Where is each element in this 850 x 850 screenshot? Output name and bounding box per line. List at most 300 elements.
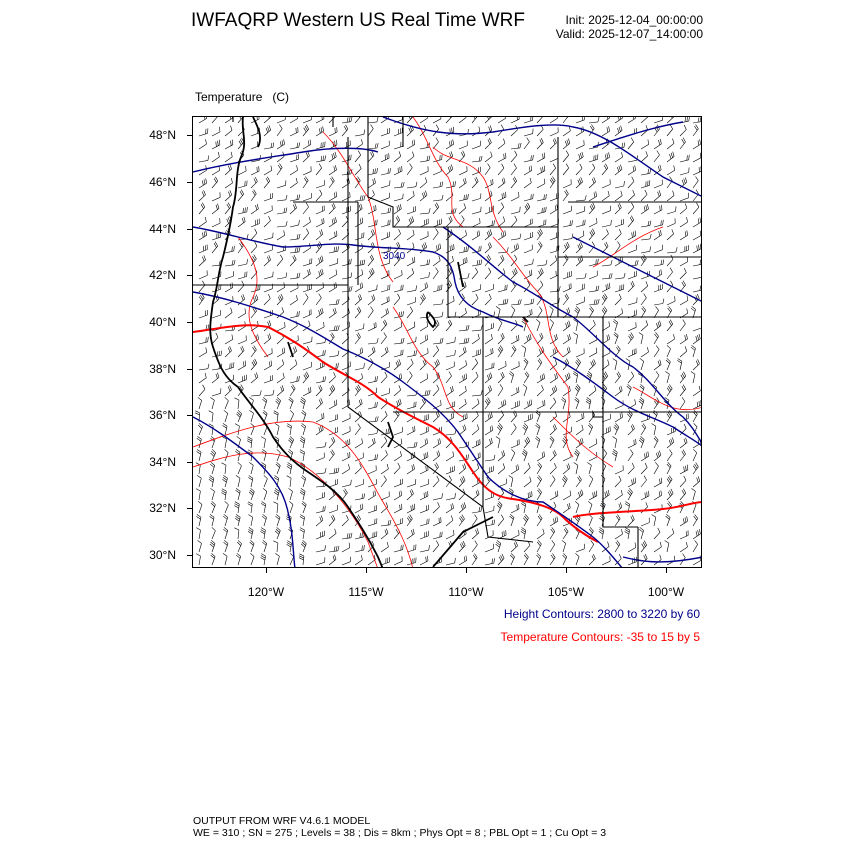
wind-barb	[472, 223, 480, 227]
wind-barb	[342, 548, 350, 552]
wind-barb	[641, 173, 650, 175]
wind-barb-flag	[578, 180, 580, 185]
wind-barb-flag	[550, 319, 554, 323]
wind-barb-flag	[425, 242, 427, 247]
wind-barb	[563, 239, 572, 240]
wind-barb-flag	[686, 438, 688, 443]
wind-barb	[316, 418, 324, 422]
wind-barb	[680, 142, 686, 149]
wind-barb	[212, 337, 218, 344]
wind-barb-flag	[689, 117, 690, 121]
wind-barb-flag	[336, 140, 337, 145]
wind-barb-flag	[574, 463, 578, 466]
wind-barb-flag	[375, 417, 376, 422]
wind-barb-flag	[319, 427, 320, 432]
wind-barb	[472, 354, 481, 357]
wind-barb-flag	[593, 554, 595, 559]
wind-barb	[524, 171, 532, 176]
wind-barb-flag	[598, 299, 599, 304]
wind-barb	[563, 468, 570, 474]
wind-barb	[680, 351, 687, 357]
wind-barb-flag	[700, 139, 701, 144]
wind-barb-flag	[465, 386, 466, 391]
wind-barb	[264, 170, 272, 175]
wind-barb-flag	[670, 125, 673, 129]
wind-barb-flag	[206, 178, 207, 183]
wind-barb-flag	[491, 180, 492, 185]
wind-barb-flag	[289, 501, 293, 504]
wind-barb-flag	[631, 283, 633, 288]
wind-barb	[381, 455, 388, 461]
wind-barb-flag	[491, 334, 492, 339]
wind-barb-flag	[336, 326, 337, 331]
wind-barb-flag	[260, 390, 261, 395]
wind-barb-flag	[208, 337, 209, 342]
wind-barb-flag	[566, 243, 568, 248]
wind-barb-flag	[235, 398, 240, 400]
wind-barb-flag	[358, 296, 360, 301]
wind-barb	[485, 168, 490, 175]
wind-barb	[550, 468, 556, 474]
wind-barb-flag	[541, 168, 542, 173]
wind-barb-flag	[650, 234, 651, 239]
wind-barb-flag	[334, 401, 335, 406]
wind-barb	[563, 417, 570, 422]
wind-barb-flag	[414, 257, 415, 262]
wind-barb-flag	[232, 117, 233, 118]
wind-barb-flag	[611, 260, 612, 265]
wind-barb-flag	[197, 514, 201, 517]
wind-barb	[290, 288, 298, 292]
wind-barb	[381, 275, 389, 279]
wind-barb-flag	[697, 478, 699, 483]
wind-barb-flag	[333, 556, 335, 561]
wind-barb-flag	[479, 507, 480, 512]
wind-barb-flag	[300, 450, 304, 453]
wind-barb	[342, 562, 350, 565]
wind-barb-flag	[386, 309, 387, 314]
wind-barb-flag	[332, 205, 334, 210]
wind-barb	[381, 263, 390, 266]
wind-barb	[212, 170, 220, 175]
wind-barb-flag	[348, 453, 349, 458]
wind-barb-flag	[255, 374, 257, 379]
wind-barb-flag	[275, 423, 279, 426]
wind-barb-flag	[567, 348, 568, 353]
wind-barb-flag	[224, 410, 228, 413]
wind-barb	[576, 131, 584, 136]
wind-barb-flag	[674, 556, 675, 561]
wind-barb-flag	[684, 424, 686, 429]
wind-barb	[355, 209, 362, 214]
wind-barb-flag	[674, 334, 675, 339]
wind-barb-flag	[552, 540, 555, 544]
wind-barb-flag	[590, 232, 592, 236]
wind-barb-flag	[324, 218, 325, 223]
wind-barb	[303, 392, 311, 396]
wind-barb	[368, 129, 373, 136]
wind-barb	[238, 530, 239, 539]
wind-barb	[524, 545, 530, 552]
wind-barb	[329, 275, 337, 280]
wind-barb	[563, 352, 570, 357]
wind-barb-flag	[658, 166, 659, 171]
wind-barb	[433, 290, 442, 293]
wind-barb-flag	[568, 464, 570, 469]
wind-barb-flag	[455, 312, 456, 317]
wind-barb-flag	[439, 256, 440, 261]
wind-barb-flag	[618, 242, 621, 246]
wind-barb	[589, 196, 597, 201]
wind-barb-flag	[216, 205, 218, 210]
wind-barb-flag	[390, 220, 391, 225]
wind-barb-flag	[321, 127, 322, 132]
wind-barb-flag	[501, 125, 504, 129]
wind-barb	[316, 390, 322, 397]
wind-barb-flag	[475, 178, 477, 183]
wind-barb	[199, 378, 206, 383]
wind-barb	[524, 250, 532, 253]
wind-barb	[563, 557, 567, 565]
wind-barb	[446, 508, 454, 513]
wind-barb-flag	[516, 244, 517, 249]
wind-barb	[199, 369, 208, 370]
wind-barb	[264, 299, 270, 305]
wind-barb-flag	[398, 294, 400, 298]
wind-barb-flag	[231, 178, 232, 183]
wind-barb	[303, 145, 311, 150]
wind-barb-flag	[553, 452, 555, 457]
wind-barb-flag	[373, 492, 374, 497]
wind-barb-flag	[490, 229, 492, 234]
wind-barb-flag	[518, 243, 519, 248]
wind-barb-flag	[319, 164, 322, 168]
wind-barb-flag	[248, 437, 253, 439]
wind-barb-flag	[481, 507, 482, 512]
wind-barb	[316, 550, 325, 552]
wind-barb-flag	[235, 424, 239, 427]
wind-barb-flag	[540, 376, 541, 381]
wind-barb	[225, 351, 232, 357]
wind-barb	[433, 389, 439, 396]
wind-barb	[381, 480, 387, 487]
wind-barb-flag	[590, 475, 593, 479]
wind-barb-flag	[682, 180, 684, 185]
wind-barb-flag	[494, 311, 495, 316]
wind-barb	[615, 361, 617, 370]
wind-barb	[290, 278, 299, 279]
wind-barb-flag	[658, 322, 660, 327]
wind-barb	[680, 324, 685, 331]
wind-barb-flag	[632, 281, 634, 286]
wind-barb	[329, 132, 337, 136]
wind-barb-flag	[695, 540, 698, 544]
wind-barb-flag	[244, 217, 245, 222]
wind-barb-flag	[699, 386, 700, 391]
wind-barb-flag	[640, 358, 644, 361]
wind-barb-flag	[349, 259, 350, 264]
wind-barb-flag	[501, 256, 503, 260]
wind-barb-flag	[592, 179, 594, 184]
wind-barb	[524, 388, 527, 397]
wind-barb	[394, 561, 402, 565]
wind-barb-flag	[554, 398, 556, 402]
wind-barb-flag	[553, 164, 556, 168]
wind-barb	[212, 181, 218, 188]
wind-barb-flag	[506, 192, 507, 197]
wind-barb	[316, 458, 324, 461]
wind-barb-flag	[322, 117, 323, 120]
wind-barb	[563, 247, 569, 253]
wind-barb-flag	[375, 455, 376, 460]
wind-barb-flag	[195, 411, 200, 413]
wind-barb	[303, 156, 310, 162]
wind-barb-flag	[429, 208, 430, 213]
wind-barb-flag	[401, 373, 402, 378]
wind-barb	[459, 519, 465, 526]
wind-barb-flag	[218, 152, 219, 157]
wind-barb	[225, 288, 233, 293]
lat-label-36: 36°N	[149, 408, 176, 422]
wind-barb-flag	[362, 438, 363, 443]
wind-barb-flag	[552, 476, 555, 480]
wind-barb-flag	[245, 361, 246, 366]
wind-barb-flag	[514, 543, 516, 548]
wind-barb	[563, 131, 570, 136]
wind-barb-flag	[435, 464, 438, 468]
wind-barb	[329, 181, 334, 188]
wind-barb-flag	[210, 397, 214, 400]
wind-barb-flag	[279, 164, 282, 168]
wind-barb-flag	[373, 190, 375, 195]
wind-barb	[524, 468, 530, 475]
wind-barb	[290, 260, 296, 267]
wind-barb-flag	[297, 311, 298, 316]
wind-barb-flag	[338, 299, 339, 304]
wind-barb-flag	[632, 515, 634, 520]
wind-barb-flag	[230, 284, 231, 289]
wind-barb-flag	[520, 234, 521, 239]
wind-barb	[498, 366, 506, 370]
wind-barb-flag	[546, 260, 547, 265]
wind-barb-flag	[396, 362, 398, 367]
wind-barb	[290, 440, 294, 448]
wind-barb-flag	[436, 541, 439, 545]
wind-barb	[212, 197, 220, 201]
wind-barb-flag	[491, 349, 492, 354]
wind-barb-flag	[232, 335, 233, 340]
wind-barb	[303, 171, 311, 175]
wind-barb	[628, 195, 635, 201]
wind-barb	[511, 304, 520, 305]
wind-barb-flag	[464, 375, 465, 380]
wind-barb-flag	[682, 373, 684, 377]
lon-tick	[466, 568, 467, 573]
wind-barb-flag	[375, 220, 376, 225]
wind-barb	[368, 421, 377, 422]
wind-barb	[316, 536, 324, 539]
wind-barb	[303, 198, 312, 201]
wind-barb-flag	[593, 493, 594, 498]
wind-barb-flag	[399, 385, 401, 390]
wind-barb	[485, 353, 493, 357]
wind-barb	[277, 120, 285, 123]
wind-barb	[680, 160, 689, 162]
wind-barb-flag	[385, 348, 386, 353]
wind-barb-flag	[274, 502, 278, 504]
wind-barb-flag	[465, 308, 466, 313]
wind-barb-flag	[360, 260, 361, 265]
wind-barb-flag	[661, 205, 662, 210]
wind-barb	[342, 538, 351, 539]
wind-barb-flag	[390, 520, 391, 525]
wind-barb-flag	[683, 372, 685, 376]
wind-barb-flag	[387, 542, 388, 547]
wind-barb-flag	[700, 231, 701, 236]
wind-barb	[485, 247, 492, 253]
wind-barb-flag	[478, 490, 480, 495]
wind-barb	[355, 299, 362, 305]
wind-barb-flag	[554, 450, 556, 455]
wind-barb	[615, 299, 621, 306]
wind-barb	[550, 181, 555, 188]
wind-barb	[654, 376, 659, 384]
wind-barb-flag	[400, 167, 401, 172]
wind-barb	[303, 181, 308, 188]
wind-barb-flag	[333, 385, 335, 389]
wind-barb-flag	[507, 247, 508, 252]
wind-barb	[225, 301, 233, 305]
wind-barb	[355, 237, 364, 240]
wind-barb	[381, 213, 390, 215]
wind-barb-flag	[422, 245, 424, 250]
wind-barb-flag	[364, 493, 365, 498]
wind-barb-flag	[331, 516, 333, 520]
wind-barb-flag	[217, 373, 219, 378]
wind-barb-flag	[370, 152, 372, 157]
wind-barb-flag	[606, 491, 607, 496]
wind-barb-flag	[401, 491, 402, 496]
wind-barb-flag	[299, 142, 300, 147]
wind-barb	[264, 198, 273, 201]
wind-barb-flag	[202, 180, 203, 185]
wind-barb-flag	[541, 268, 543, 273]
wind-barb	[524, 207, 530, 214]
wind-barb	[238, 212, 247, 214]
wind-barb-flag	[222, 463, 227, 465]
wind-barb-flag	[700, 153, 701, 158]
wind-barb-flag	[438, 245, 439, 250]
wind-barb-flag	[683, 450, 686, 454]
wind-barb-flag	[463, 465, 465, 470]
wind-barb	[277, 364, 284, 370]
wind-barb	[667, 454, 672, 461]
wind-barb-flag	[198, 540, 202, 543]
wind-barb-flag	[621, 386, 622, 391]
wind-barb	[368, 290, 377, 292]
wind-barb	[602, 288, 610, 292]
wind-barb-flag	[335, 555, 337, 560]
wind-barb	[407, 311, 413, 318]
wind-barb-flag	[542, 208, 543, 213]
wind-barb-flag	[608, 191, 609, 196]
wind-barb-flag	[349, 533, 350, 538]
wind-barb-flag	[387, 308, 388, 313]
wind-barb-flag	[436, 203, 439, 207]
wind-barb-flag	[531, 166, 532, 171]
wind-barb	[602, 131, 610, 136]
wind-barb	[368, 352, 375, 358]
wind-barb	[693, 264, 702, 266]
wind-barb-flag	[454, 244, 455, 249]
wind-barb	[420, 118, 428, 123]
wind-barb-flag	[685, 117, 686, 122]
wind-barb-flag	[502, 164, 504, 168]
wind-barb	[199, 275, 207, 279]
wind-barb-flag	[427, 374, 428, 379]
wind-barb-flag	[618, 372, 621, 376]
wind-barb-flag	[659, 231, 660, 236]
wind-barb-flag	[414, 140, 415, 145]
wind-barb-flag	[533, 155, 534, 160]
wind-barb-flag	[374, 347, 375, 352]
wind-barb-flag	[245, 181, 246, 186]
wind-barb	[498, 158, 506, 162]
wind-barb-flag	[619, 166, 621, 171]
wind-barb	[654, 336, 659, 344]
wind-barb	[329, 510, 338, 513]
wind-barb-flag	[351, 286, 352, 291]
wind-barb-flag	[248, 515, 252, 518]
wind-barb	[641, 428, 646, 436]
wind-barb-flag	[348, 440, 349, 445]
wind-barb-flag	[490, 242, 492, 247]
wind-barb-flag	[516, 465, 517, 470]
wind-barb	[576, 322, 578, 331]
wind-barb-flag	[687, 296, 688, 301]
wind-barb	[550, 237, 558, 240]
wind-barb	[667, 117, 674, 123]
wind-barb	[589, 415, 595, 422]
wind-barb	[368, 536, 377, 539]
wind-barb	[472, 272, 478, 279]
wind-barb-flag	[694, 423, 697, 427]
wind-barb-flag	[515, 268, 517, 273]
wind-barb-flag	[409, 128, 411, 133]
lon-label-120: 120°W	[247, 585, 285, 599]
wind-barb-flag	[334, 326, 335, 331]
wind-barb-flag	[401, 312, 402, 317]
wind-barb	[329, 494, 336, 500]
wind-barb	[225, 157, 232, 162]
wind-barb	[654, 185, 662, 188]
wind-barb	[407, 145, 415, 150]
wind-barb	[537, 390, 544, 396]
wind-barb-flag	[645, 493, 646, 498]
wind-barb	[550, 323, 554, 331]
wind-barb	[394, 298, 400, 305]
wind-barb	[342, 221, 348, 228]
wind-barb	[511, 428, 516, 435]
wind-barb	[472, 212, 481, 214]
wind-barb-flag	[580, 153, 581, 158]
wind-barb-flag	[248, 450, 252, 452]
wind-barb-flag	[416, 442, 417, 447]
wind-barb-flag	[437, 476, 439, 481]
lat-label-32: 32°N	[149, 501, 176, 515]
wind-barb-flag	[426, 492, 427, 497]
wind-barb-flag	[309, 388, 310, 393]
